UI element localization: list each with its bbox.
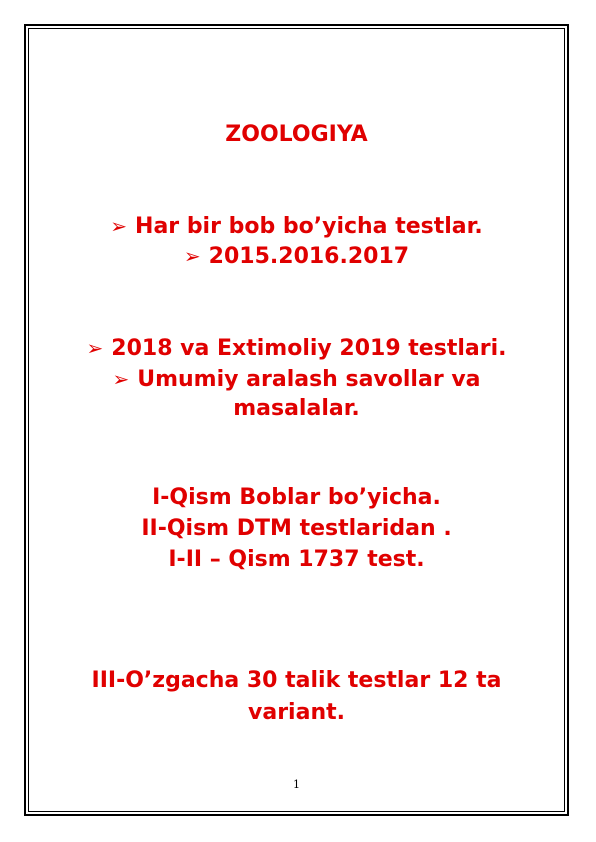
part3-line2: variant. xyxy=(248,700,345,725)
parts-line2: II-Qism DTM testlaridan . xyxy=(141,516,452,541)
section1-item2-text: 2015.2016.2017 xyxy=(208,244,410,269)
parts-line1: I-Qism Boblar bo’yicha. xyxy=(152,485,441,510)
section1-item1-text: Har bir bob bo’yicha testlar. xyxy=(135,214,483,239)
section1-item2 xyxy=(28,243,565,270)
arrowhead-bullet-icon: ➢ xyxy=(86,336,104,360)
section2-item1-text: 2018 va Extimoliy 2019 testlari. xyxy=(111,336,507,361)
arrowhead-bullet-icon: ➢ xyxy=(183,244,201,268)
section2-item2 xyxy=(28,366,565,393)
section2-item2-continuation: masalalar. xyxy=(233,396,360,421)
arrowhead-bullet-icon: ➢ xyxy=(112,367,130,391)
page-title: ZOOLOGIYA xyxy=(225,122,368,147)
arrowhead-bullet-icon: ➢ xyxy=(110,214,128,238)
part3-line1: III-O’zgacha 30 talik testlar 12 ta xyxy=(91,668,502,693)
page-number: 1 xyxy=(293,778,300,791)
parts-line3: I-II – Qism 1737 test. xyxy=(168,547,425,572)
section1-item1 xyxy=(28,213,565,240)
section2-item2-text: Umumiy aralash savollar va xyxy=(137,367,481,392)
section2-item1 xyxy=(28,335,565,362)
